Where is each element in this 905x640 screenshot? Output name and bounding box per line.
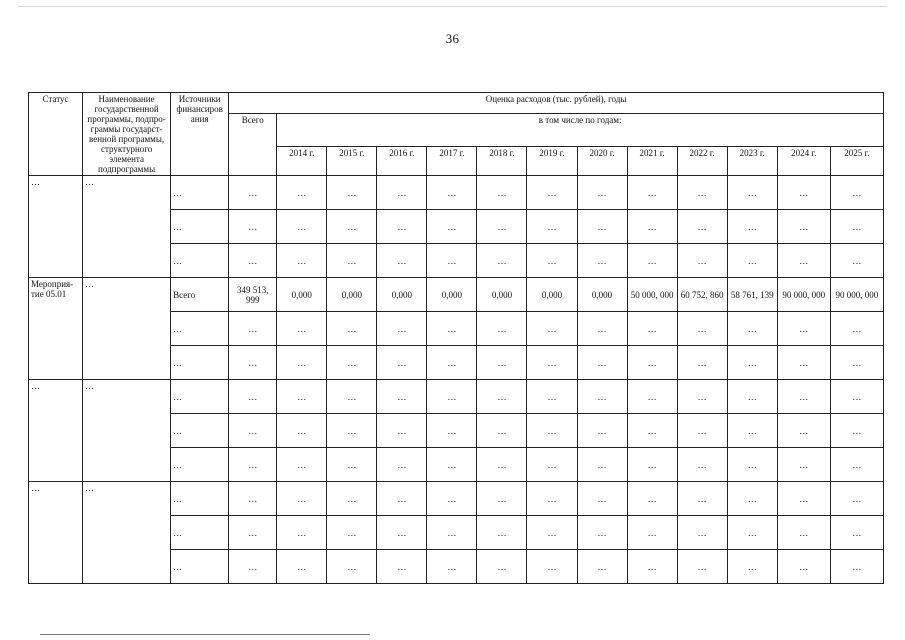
page-number: 36 (445, 31, 460, 46)
table-row (29, 278, 884, 312)
year-value-cell: … (527, 516, 577, 550)
year-value-cell: … (527, 244, 577, 278)
total-cell: 349 513, 999 (229, 278, 277, 312)
source-cell: … (171, 550, 229, 584)
year-value-cell: … (477, 516, 527, 550)
source-cell: … (171, 210, 229, 244)
year-value-cell: … (777, 210, 830, 244)
year-value-cell: … (727, 380, 777, 414)
year-value-cell: … (677, 516, 727, 550)
year-value-cell: 0,000 (427, 278, 477, 312)
source-cell: … (171, 346, 229, 380)
year-value-cell: … (727, 482, 777, 516)
year-value-cell: … (527, 312, 577, 346)
year-value-cell: … (377, 516, 427, 550)
table-row (29, 482, 884, 516)
year-value-cell: … (777, 176, 830, 210)
year-value-cell: … (727, 448, 777, 482)
year-value-cell: … (727, 210, 777, 244)
year-value-cell: … (527, 482, 577, 516)
year-value-cell: … (577, 516, 627, 550)
table-row (29, 176, 884, 210)
year-value-cell: … (477, 244, 527, 278)
source-cell: … (171, 312, 229, 346)
table-body (29, 176, 884, 584)
year-value-cell: … (277, 312, 327, 346)
name-cell: … (83, 482, 171, 584)
year-value-cell: … (377, 244, 427, 278)
year-value-cell: … (677, 550, 727, 584)
year-value-cell: … (830, 244, 883, 278)
year-value-cell: … (577, 380, 627, 414)
year-value-cell: … (830, 448, 883, 482)
source-cell: Всего (171, 278, 229, 312)
year-value-cell: 0,000 (277, 278, 327, 312)
year-value-cell: … (327, 244, 377, 278)
year-value-cell: … (830, 516, 883, 550)
header-year: 2023 г. (727, 147, 777, 176)
year-value-cell: … (477, 414, 527, 448)
year-value-cell: … (327, 414, 377, 448)
year-value-cell: … (527, 414, 577, 448)
header-year: 2016 г. (377, 147, 427, 176)
year-value-cell: … (677, 244, 727, 278)
year-value-cell: … (327, 482, 377, 516)
header-sources: Источники финансирования (171, 93, 229, 176)
year-value-cell: … (427, 448, 477, 482)
year-value-cell: … (830, 550, 883, 584)
name-cell: … (83, 380, 171, 482)
year-value-cell: … (427, 244, 477, 278)
total-cell: … (229, 482, 277, 516)
year-value-cell: … (830, 414, 883, 448)
total-cell: … (229, 448, 277, 482)
year-value-cell: … (377, 312, 427, 346)
year-value-cell: … (477, 550, 527, 584)
header-year: 2015 г. (327, 147, 377, 176)
year-value-cell: … (830, 176, 883, 210)
year-value-cell: … (577, 346, 627, 380)
source-cell: … (171, 176, 229, 210)
year-value-cell: … (677, 380, 727, 414)
year-value-cell: … (477, 482, 527, 516)
year-value-cell: … (830, 346, 883, 380)
year-value-cell: … (277, 482, 327, 516)
year-value-cell: … (727, 346, 777, 380)
year-value-cell: … (577, 482, 627, 516)
total-cell: … (229, 210, 277, 244)
year-value-cell: … (277, 244, 327, 278)
year-value-cell: … (627, 210, 677, 244)
year-value-cell: … (277, 346, 327, 380)
year-value-cell: … (277, 380, 327, 414)
year-value-cell: … (327, 550, 377, 584)
status-cell: Мероприятие 05.01 (29, 278, 83, 380)
year-value-cell: … (477, 448, 527, 482)
year-value-cell: … (327, 346, 377, 380)
header-year: 2025 г. (830, 147, 883, 176)
source-cell: … (171, 244, 229, 278)
year-value-cell: … (727, 414, 777, 448)
year-value-cell: … (727, 176, 777, 210)
year-value-cell: … (627, 516, 677, 550)
year-value-cell: … (777, 380, 830, 414)
year-value-cell: … (627, 244, 677, 278)
year-value-cell: … (677, 210, 727, 244)
year-value-cell: … (627, 448, 677, 482)
year-value-cell: … (577, 176, 627, 210)
total-cell: … (229, 550, 277, 584)
year-value-cell: … (777, 550, 830, 584)
year-value-cell: … (777, 516, 830, 550)
year-value-cell: … (277, 210, 327, 244)
year-value-cell: … (477, 346, 527, 380)
header-total: Всего (229, 114, 277, 176)
header-year: 2019 г. (527, 147, 577, 176)
year-value-cell: … (377, 176, 427, 210)
year-value-cell: … (427, 482, 477, 516)
year-value-cell: … (727, 244, 777, 278)
year-value-cell: … (677, 414, 727, 448)
year-value-cell: … (477, 312, 527, 346)
total-cell: … (229, 380, 277, 414)
year-value-cell: … (427, 346, 477, 380)
year-value-cell: … (677, 176, 727, 210)
year-value-cell: … (830, 380, 883, 414)
year-value-cell: 90 000, 000 (830, 278, 883, 312)
year-value-cell: … (577, 244, 627, 278)
year-value-cell: … (677, 448, 727, 482)
year-value-cell: … (577, 550, 627, 584)
header-by-year: в том числе по годам: (277, 114, 884, 147)
year-value-cell: … (627, 414, 677, 448)
header-expenses: Оценка расходов (тыс. рублей), годы (229, 93, 884, 114)
total-cell: … (229, 312, 277, 346)
year-value-cell: … (627, 312, 677, 346)
source-cell: … (171, 380, 229, 414)
year-value-cell: … (277, 516, 327, 550)
total-cell: … (229, 176, 277, 210)
header-year: 2022 г. (677, 147, 727, 176)
year-value-cell: … (577, 210, 627, 244)
year-value-cell: … (627, 176, 677, 210)
year-value-cell: … (527, 346, 577, 380)
year-value-cell: … (727, 516, 777, 550)
year-value-cell: … (277, 448, 327, 482)
year-value-cell: … (527, 176, 577, 210)
budget-table-container (28, 92, 884, 584)
year-value-cell: … (427, 210, 477, 244)
year-value-cell: … (327, 448, 377, 482)
year-value-cell: … (627, 550, 677, 584)
year-value-cell: … (427, 550, 477, 584)
header-year: 2018 г. (477, 147, 527, 176)
scan-edge (18, 6, 887, 7)
year-value-cell: … (627, 380, 677, 414)
header-year: 2017 г. (427, 147, 477, 176)
source-cell: … (171, 414, 229, 448)
source-cell: … (171, 448, 229, 482)
year-value-cell: … (277, 176, 327, 210)
year-value-cell: … (527, 210, 577, 244)
budget-table (28, 92, 884, 584)
scan-bottom-rule (40, 634, 370, 635)
year-value-cell: … (427, 312, 477, 346)
year-value-cell: 0,000 (577, 278, 627, 312)
year-value-cell: … (377, 380, 427, 414)
year-value-cell: 0,000 (377, 278, 427, 312)
year-value-cell: … (427, 516, 477, 550)
year-value-cell: … (830, 210, 883, 244)
year-value-cell: … (727, 550, 777, 584)
year-value-cell: … (527, 380, 577, 414)
year-value-cell: … (477, 176, 527, 210)
total-cell: … (229, 346, 277, 380)
year-value-cell: … (477, 380, 527, 414)
year-value-cell: 0,000 (527, 278, 577, 312)
total-cell: … (229, 414, 277, 448)
status-cell: … (29, 482, 83, 584)
source-cell: … (171, 516, 229, 550)
year-value-cell: … (277, 550, 327, 584)
year-value-cell: … (830, 312, 883, 346)
year-value-cell: … (277, 414, 327, 448)
year-value-cell: … (777, 448, 830, 482)
source-cell: … (171, 482, 229, 516)
name-cell: … (83, 176, 171, 278)
year-value-cell: … (377, 550, 427, 584)
table-row (29, 380, 884, 414)
year-value-cell: … (727, 312, 777, 346)
year-value-cell: … (377, 346, 427, 380)
header-year: 2024 г. (777, 147, 830, 176)
name-cell: … (83, 278, 171, 380)
year-value-cell: 0,000 (327, 278, 377, 312)
year-value-cell: … (777, 482, 830, 516)
year-value-cell: … (377, 414, 427, 448)
year-value-cell: … (327, 210, 377, 244)
year-value-cell: … (327, 312, 377, 346)
total-cell: … (229, 244, 277, 278)
year-value-cell: … (327, 516, 377, 550)
year-value-cell: … (677, 346, 727, 380)
header-status: Статус (29, 93, 83, 176)
table-header (29, 93, 884, 176)
year-value-cell: … (577, 448, 627, 482)
year-value-cell: … (627, 482, 677, 516)
year-value-cell: … (377, 210, 427, 244)
year-value-cell: … (427, 380, 477, 414)
year-value-cell: … (477, 210, 527, 244)
year-value-cell: 50 000, 000 (627, 278, 677, 312)
year-value-cell: 0,000 (477, 278, 527, 312)
year-value-cell: … (830, 482, 883, 516)
total-cell: … (229, 516, 277, 550)
year-value-cell: … (527, 550, 577, 584)
year-value-cell: 90 000, 000 (777, 278, 830, 312)
year-value-cell: 58 761, 139 (727, 278, 777, 312)
year-value-cell: … (577, 414, 627, 448)
status-cell: … (29, 176, 83, 278)
year-value-cell: … (777, 312, 830, 346)
year-value-cell: … (327, 176, 377, 210)
year-value-cell: … (377, 448, 427, 482)
header-name: Наименование государственной программы, подпрограммы государственной программы, структурного элемента подпрограммы (83, 93, 171, 176)
year-value-cell: … (777, 244, 830, 278)
year-value-cell: … (627, 346, 677, 380)
year-value-cell: … (327, 380, 377, 414)
year-value-cell: 60 752, 860 (677, 278, 727, 312)
year-value-cell: … (427, 176, 477, 210)
header-year: 2020 г. (577, 147, 627, 176)
year-value-cell: … (777, 414, 830, 448)
header-year: 2021 г. (627, 147, 677, 176)
year-value-cell: … (777, 346, 830, 380)
status-cell: … (29, 380, 83, 482)
year-value-cell: … (427, 414, 477, 448)
year-value-cell: … (677, 312, 727, 346)
year-value-cell: … (677, 482, 727, 516)
year-value-cell: … (577, 312, 627, 346)
header-year: 2014 г. (277, 147, 327, 176)
year-value-cell: … (527, 448, 577, 482)
year-value-cell: … (377, 482, 427, 516)
